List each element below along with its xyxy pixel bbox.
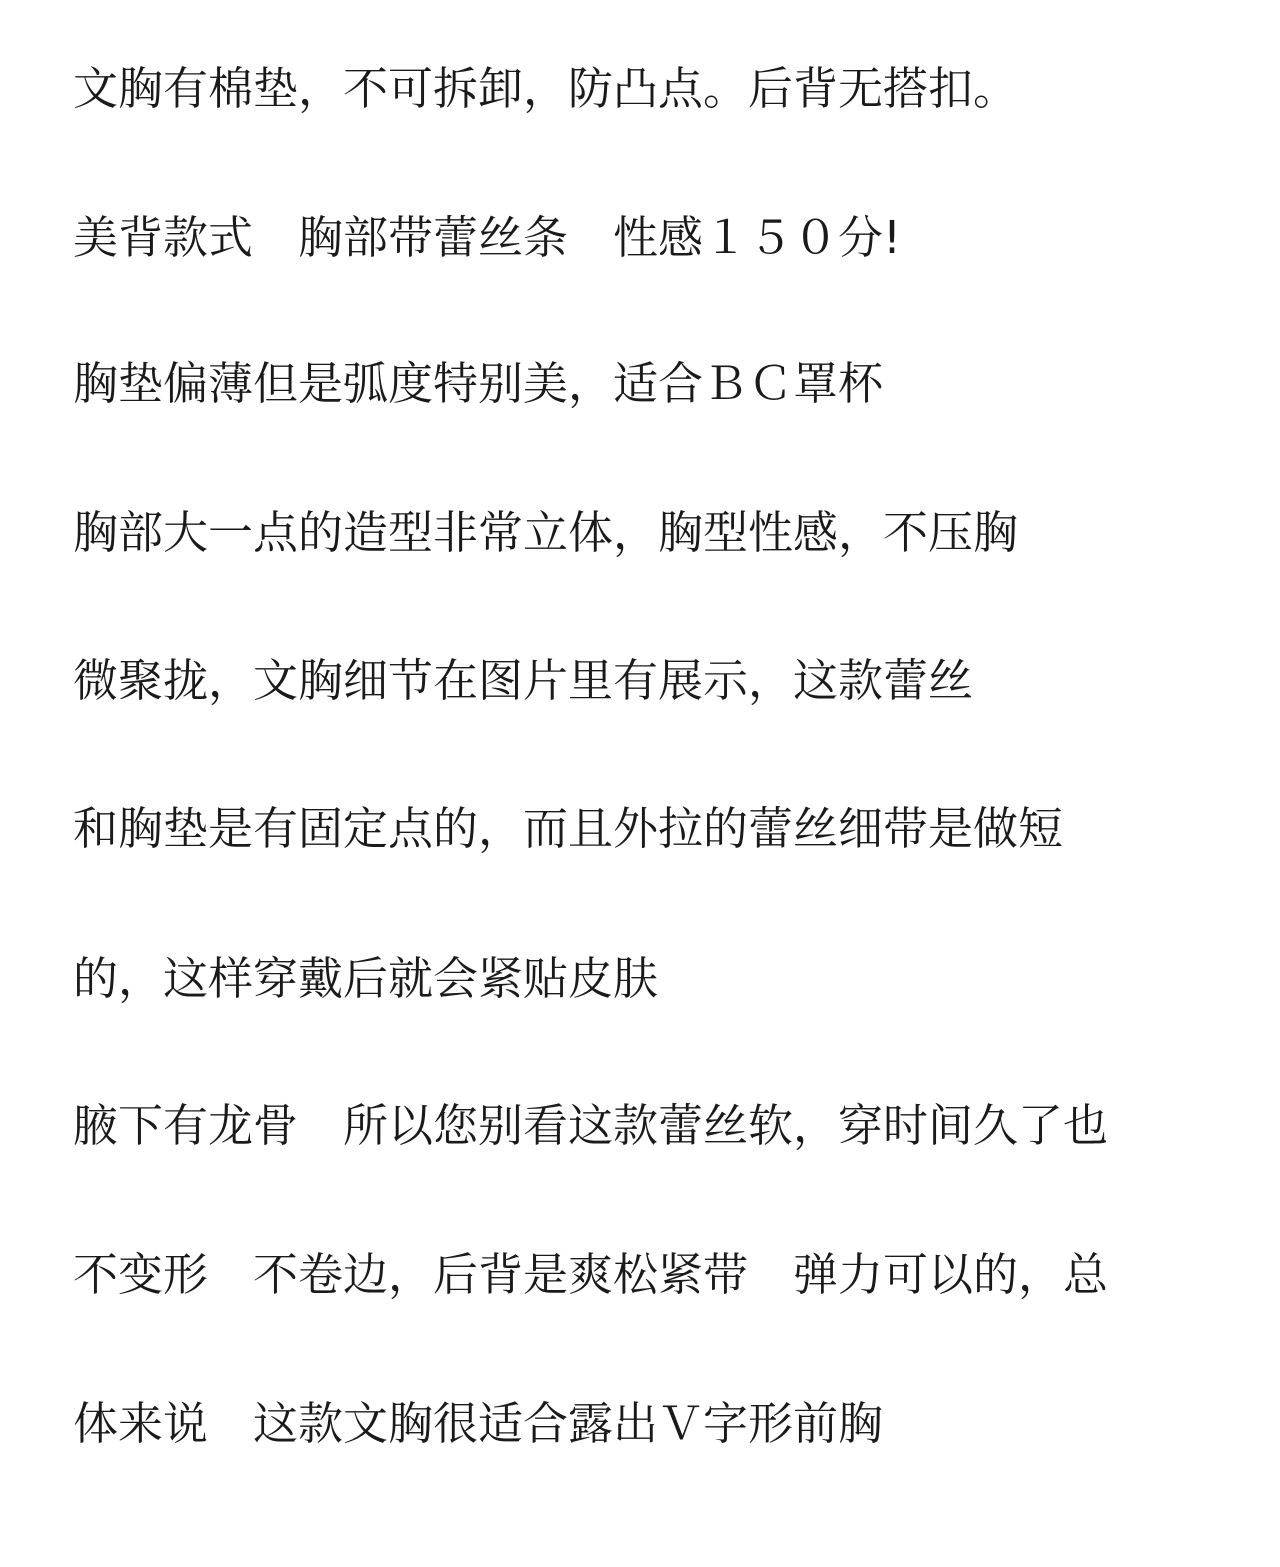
text-line: 腋下有龙骨 所以您别看这款蕾丝软，穿时间久了也 bbox=[73, 1099, 1109, 1152]
text-line: 美背款式 胸部带蕾丝条 性感１５０分! bbox=[73, 211, 902, 264]
text-line: 微聚拢，文胸细节在图片里有展示，这款蕾丝 bbox=[73, 654, 974, 707]
text-line: 不变形 不卷边，后背是爽松紧带 弹力可以的，总 bbox=[73, 1248, 1109, 1301]
text-line: 胸部大一点的造型非常立体，胸型性感，不压胸 bbox=[73, 506, 1019, 559]
text-line: 文胸有棉垫，不可拆卸，防凸点。后背无搭扣。 bbox=[73, 62, 1019, 115]
text-line: 体来说 这款文胸很适合露出Ｖ字形前胸 bbox=[73, 1397, 884, 1450]
text-line: 的，这样穿戴后就会紧贴皮肤 bbox=[73, 952, 659, 1005]
text-line: 胸垫偏薄但是弧度特别美，适合ＢＣ罩杯 bbox=[73, 357, 884, 410]
text-line: 和胸垫是有固定点的，而且外拉的蕾丝细带是做短 bbox=[73, 802, 1064, 855]
